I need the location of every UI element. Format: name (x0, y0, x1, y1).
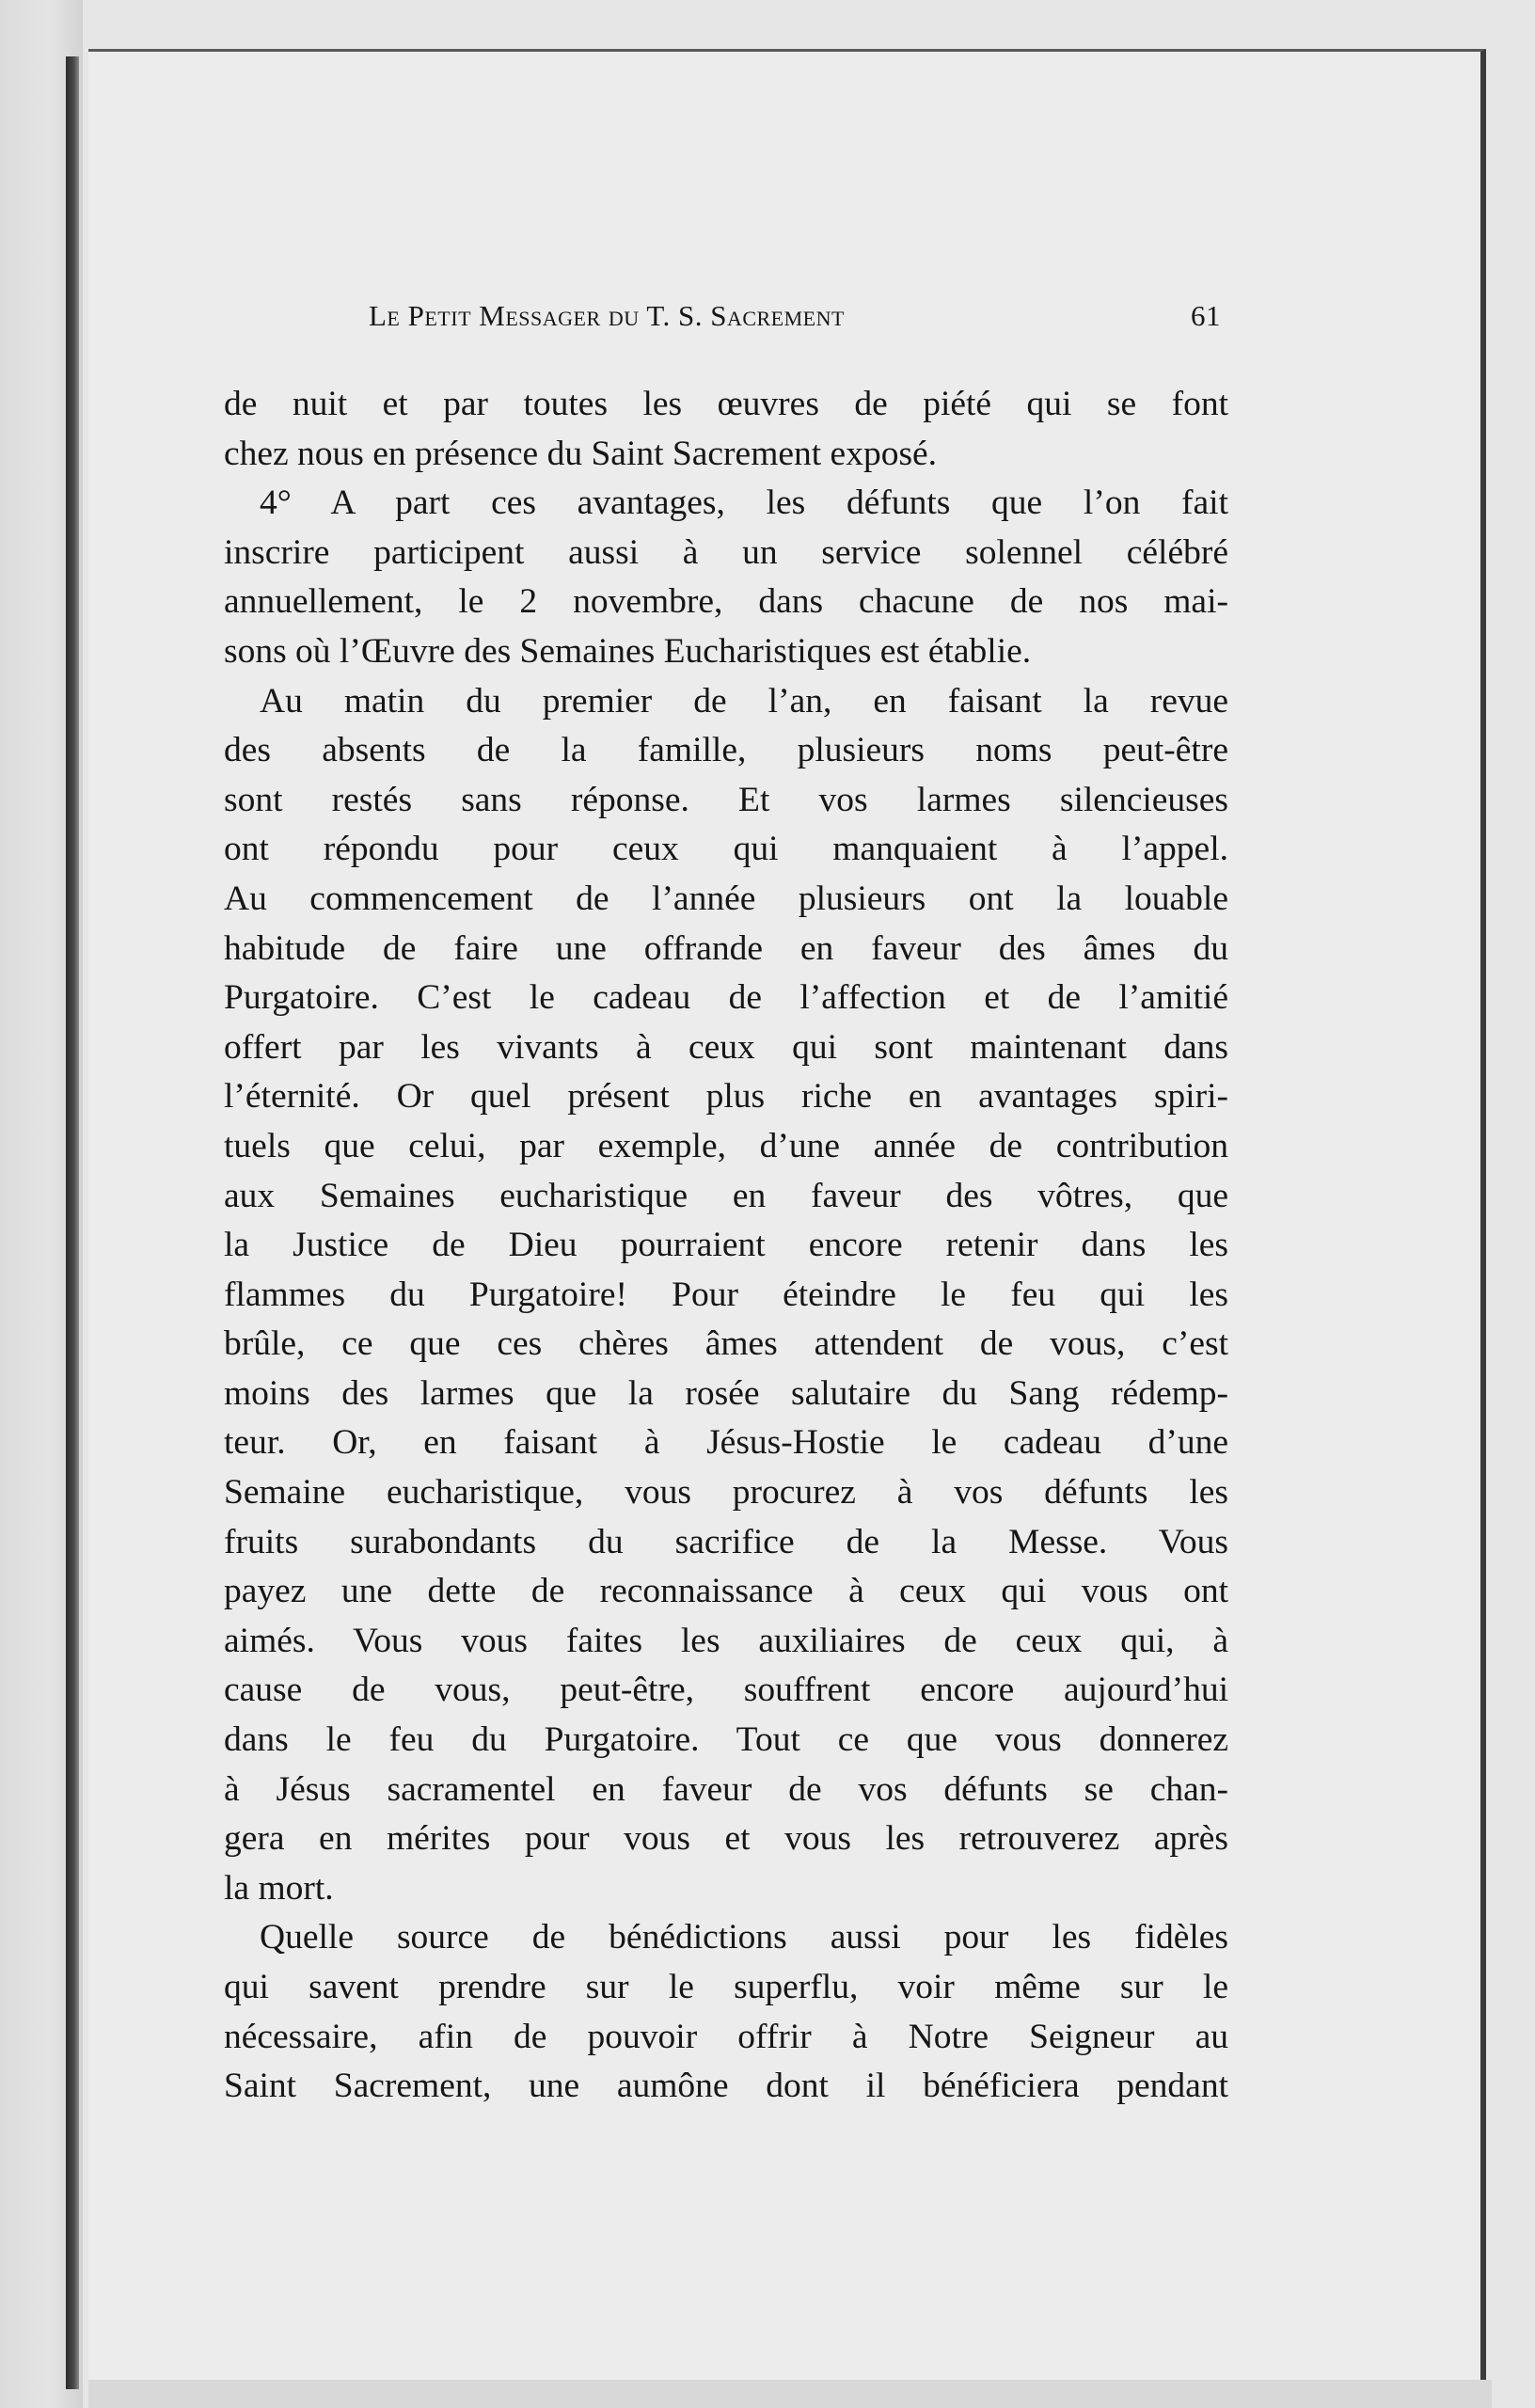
text-line: habitude de faire une offrande en faveur des âmes du (224, 928, 1228, 968)
text-line: la Justice de Dieu pourraient encore retenir dans les (224, 1226, 1228, 1265)
text-line: l’éternité. Or quel présent plus riche en avantages spiri- (224, 1077, 1228, 1117)
book-gutter (66, 56, 79, 2389)
text-line: Au matin du premier de l’an, en faisant la revue (260, 681, 1228, 721)
text-line: de nuit et par toutes les œuvres de piété qui se font (224, 385, 1228, 423)
text-line: des absents de la famille, plusieurs noms peut-être (224, 731, 1228, 770)
text-line: gera en mérites pour vous et vous les retrouverez après (224, 1819, 1228, 1859)
text-line: flammes du Purgatoire! Pour éteindre le feu qui les (224, 1275, 1228, 1314)
running-head: Le Petit Messager du T. S. Sacrement (369, 299, 845, 332)
text-line: annuellement, le 2 novembre, dans chacune de nos mai- (224, 582, 1228, 622)
text-line: tuels que celui, par exemple, d’une année de contribution (224, 1126, 1228, 1165)
page-bottom-margin (88, 2380, 1492, 2408)
text-line: chez nous en présence du Saint Sacrement exposé. (224, 434, 938, 473)
text-line: aux Semaines eucharistique en faveur des vôtres, que (224, 1176, 1228, 1215)
text-line: moins des larmes que la rosée salutaire du Sang rédemp- (224, 1373, 1228, 1413)
text-line: Purgatoire. C’est le cadeau de l’affection et de l’amitié (224, 978, 1228, 1018)
text-line: sont restés sans réponse. Et vos larmes silencieuses (224, 780, 1228, 819)
text-line: ont répondu pour ceux qui manquaient à l’appel. (224, 830, 1228, 869)
text-line: aimés. Vous vous faites les auxiliaires de ceux qui, à (224, 1621, 1228, 1660)
text-line: Au commencement de l’année plusieurs ont la louable (224, 879, 1228, 918)
text-line: 4° A part ces avantages, les défunts que l’on fait (260, 483, 1228, 523)
text-line: teur. Or, en faisant à Jésus-Hostie le cadeau d’une (224, 1423, 1228, 1463)
text-line: nécessaire, afin de pouvoir offrir à Notre Seigneur au (224, 2017, 1228, 2056)
text-line: qui savent prendre sur le superflu, voir même sur le (224, 1968, 1228, 2006)
text-line: inscrire participent aussi à un service solennel célébré (224, 532, 1228, 572)
text-line: Semaine eucharistique, vous procurez à vos défunts les (224, 1473, 1228, 1513)
text-line: fruits surabondants du sacrifice de la Messe. Vous (224, 1522, 1228, 1561)
text-line: Saint Sacrement, une aumône dont il bénéficiera pendant (224, 2067, 1228, 2106)
body-text (224, 380, 1228, 2112)
text-line: offert par les vivants à ceux qui sont maintenant dans (224, 1027, 1228, 1067)
page-header (369, 299, 1221, 346)
text-line: sons où l’Œuvre des Semaines Eucharistiques est établie. (224, 631, 1032, 671)
text-line: à Jésus sacramentel en faveur de vos défunts se chan- (224, 1769, 1228, 1809)
text-line: la mort. (224, 1868, 334, 1908)
text-line: cause de vous, peut-être, souffrent encore aujourd’hui (224, 1671, 1228, 1710)
text-line: brûle, ce que ces chères âmes attendent de vous, c’est (224, 1324, 1228, 1364)
text-line: payez une dette de reconnaissance à ceux qui vous ont (224, 1572, 1228, 1611)
page-number: 61 (1191, 299, 1221, 332)
text-line: dans le feu du Purgatoire. Tout ce que vous donnerez (224, 1720, 1228, 1760)
text-line: Quelle source de bénédictions aussi pour les fidèles (260, 1918, 1228, 1957)
